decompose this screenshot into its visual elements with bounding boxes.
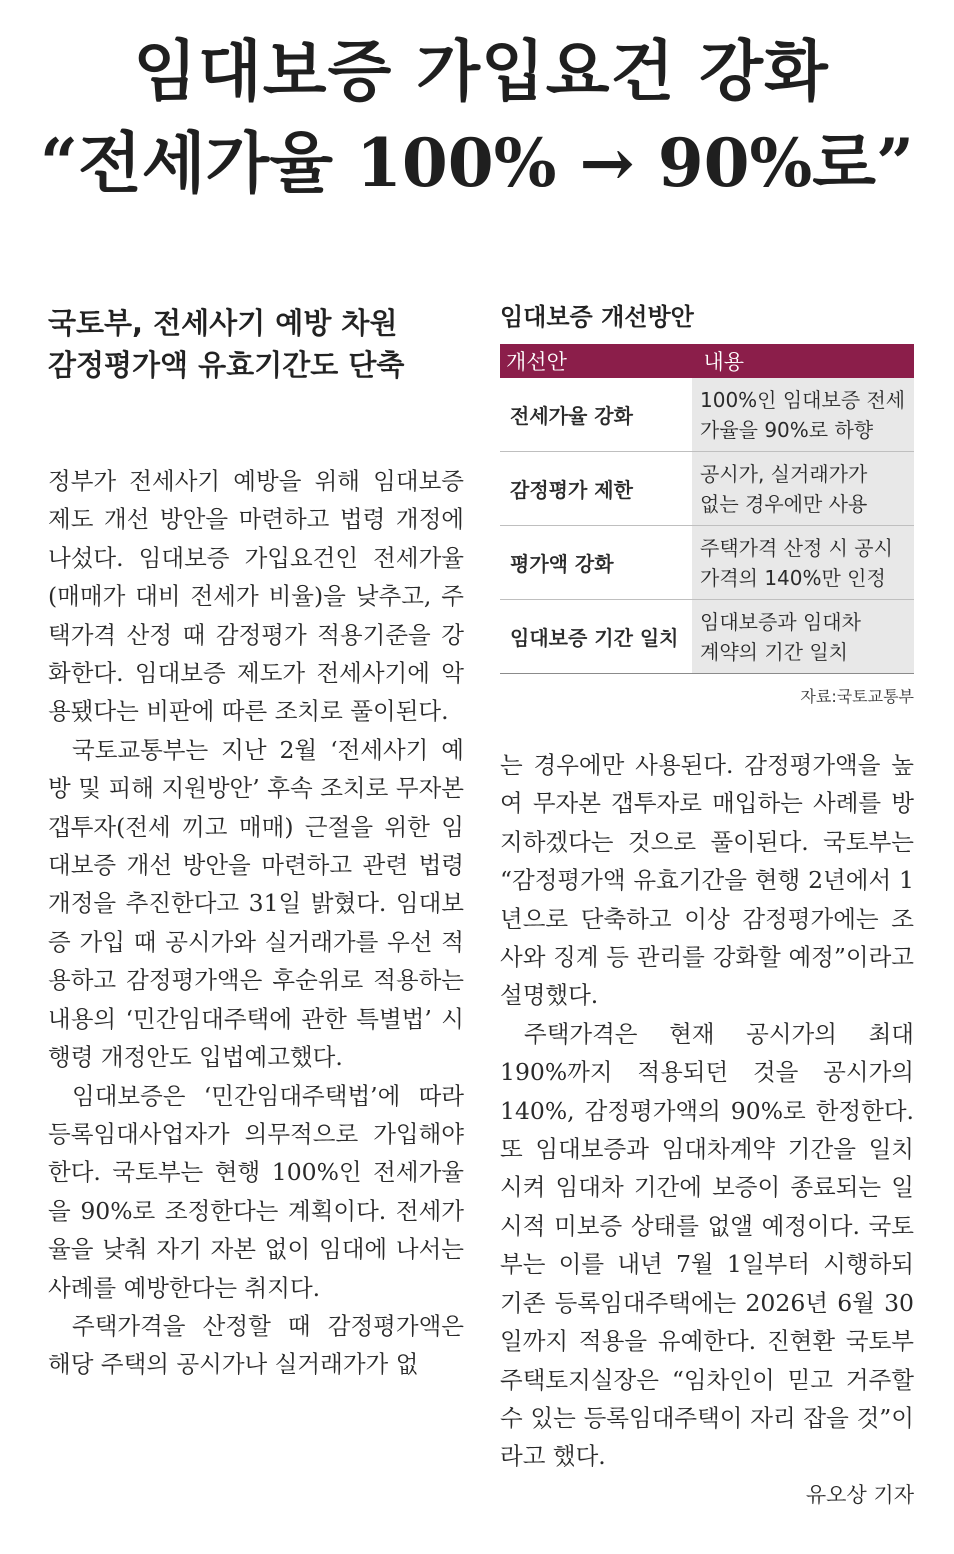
body-paragraph: 정부가 전세사기 예방을 위해 임대보증 제도 개선 방안을 마련하고 법령 개정에 나섰다. 임대보증 가입요건인 전세가율(매매가 대비 전세가 비율)을 낮추고, 주택가격 산정 때 감정평가 적용기준을 강화한다. 임대보증 제도가 전세사기에 악용됐다는 비판에 따른 조치로 풀이된다. (48, 467, 464, 726)
content-line: 없는 경우에만 사용 (700, 491, 868, 516)
body-paragraph: 임대보증은 ‘민간임대주택법’에 따라 등록임대사업자가 의무적으로 가입해야 한다. 국토부는 현행 100%인 전세가율을 90%로 조정한다는 계획이다. 전세가율을 낮춰 자기 자본 없이 임대에 나서는 사례를 예방한다는 취지다. (48, 1081, 464, 1302)
subheadline-line-2: 감정평가액 유효기간도 단축 (48, 348, 405, 382)
source-credit: 자료:국토교통부 (800, 687, 914, 706)
body-paragraph: 국토교통부는 지난 2월 ‘전세사기 예방 및 피해 지원방안’ 후속 조치로 무자본 갭투자(전세 끼고 매매) 근절을 위한 임대보증 개선 방안을 마련하고 관련 법령 개정을 추진한다고 31일 밝혔다. 임대보증 가입 때 공시가와 실거래가를 우선 적용하고 감정평가액은 후순위로 적용하는 내용의 ‘민간임대주택에 관한 특별법’ 시행령 개정안도 입법예고했다. (48, 735, 464, 1072)
table-header-content: 내용 (692, 344, 915, 378)
body-column-right (500, 746, 914, 1514)
table-cell-item: 감정평가 제한 (500, 452, 692, 526)
table-row (500, 600, 914, 674)
table-cell-content (692, 526, 915, 600)
headline (0, 28, 954, 206)
subheadline-line-1: 국토부, 전세사기 예방 차원 (48, 306, 398, 340)
content-line: 100%인 임대보증 전세 (700, 387, 906, 412)
body-paragraph: 주택가격은 현재 공시가의 최대 190%까지 적용되던 것을 공시가의 140%, 감정평가액의 90%로 한정한다. 또 임대보증과 임대차계약 기간을 일치시켜 임대차 기간에 보증이 종료되는 일시적 미보증 상태를 없앨 예정이다. 국토부는 이를 내년 7월 1일부터 시행하되 기존 등록임대주택에는 2026년 6월 30일까지 적용을 유예한다. 진현환 국토부 주택토지실장은 “임차인이 믿고 거주할 수 있는 등록임대주택이 자리 잡을 것”이라고 했다. (500, 1019, 914, 1471)
table-cell-item: 임대보증 기간 일치 (500, 600, 692, 674)
content-line: 가율을 90%로 하향 (700, 417, 874, 442)
table-row (500, 378, 914, 452)
body-column-left (48, 462, 464, 1384)
table-cell-content (692, 600, 915, 674)
table-row (500, 452, 914, 526)
headline-line-1: 임대보증 가입요건 강화 (133, 32, 829, 110)
content-line: 주택가격 산정 시 공시 (700, 535, 893, 560)
table-row (500, 526, 914, 600)
byline: 유오상 기자 (805, 1482, 914, 1507)
table-cell-content (692, 378, 915, 452)
content-line: 가격의 140%만 인정 (700, 565, 886, 590)
info-box-title: 임대보증 개선방안 (500, 303, 694, 331)
table-header-row (500, 344, 914, 378)
body-paragraph: 는 경우에만 사용된다. 감정평가액을 높여 무자본 갭투자로 매입하는 사례를 방지하겠다는 것으로 풀이된다. 국토부는 “감정평가액 유효기간을 현행 2년에서 1년으로 단축하고 이상 감정평가에는 조사와 징계 등 관리를 강화할 예정”이라고 설명했다. (500, 751, 914, 1010)
improvement-table (500, 344, 914, 674)
byline-row (500, 1476, 914, 1514)
content-line: 계약의 기간 일치 (700, 639, 848, 664)
table-cell-content (692, 452, 915, 526)
headline-line-2: “전세가율 100% → 90%로” (40, 124, 914, 202)
info-box (500, 300, 914, 707)
table-header-item: 개선안 (500, 344, 692, 378)
table-cell-item: 전세가율 강화 (500, 378, 692, 452)
table-cell-item: 평가액 강화 (500, 526, 692, 600)
body-paragraph: 주택가격을 산정할 때 감정평가액은 해당 주택의 공시가나 실거래가가 없 (48, 1311, 464, 1379)
content-line: 임대보증과 임대차 (700, 609, 861, 634)
content-line: 공시가, 실거래가가 (700, 461, 868, 486)
subheadline (48, 302, 468, 386)
